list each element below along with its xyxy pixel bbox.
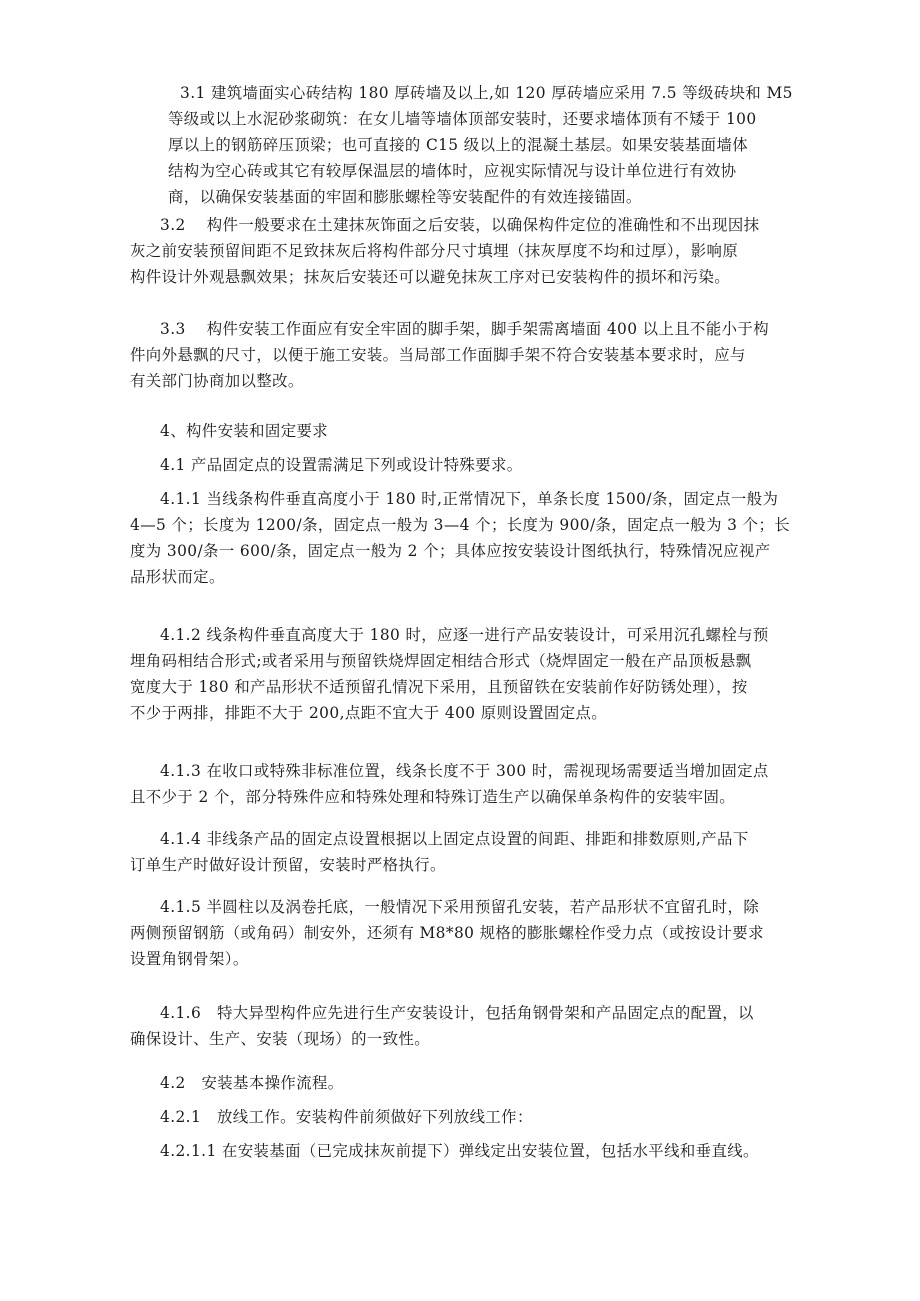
text-line: 厚以上的钢筋碎压顶梁；也可直接的 C15 级以上的混凝土基层。如果安装基面墙体 (168, 136, 749, 154)
text-line: 4.1.5 半圆柱以及涡卷托底，一般情况下采用预留孔安装，若产品形状不宜留孔时，除 (160, 898, 760, 916)
text-line: 埋角码相结合形式;或者采用与预留铁烧焊固定相结合形式（烧焊固定一般在产品顶板悬飘 (130, 652, 752, 670)
text-line: 4.1.3 在收口或特殊非标准位置，线条长度不于 300 时，需视现场需要适当增加固定点 (160, 762, 769, 780)
text-line: 件向外悬飘的尺寸，以便于施工安装。当局部工作面脚手架不符合安装基本要求时，应与 (130, 346, 746, 364)
text-line: 4—5 个；长度为 1200/条，固定点一般为 3—4 个；长度为 900/条，固定点一般为 3 个；长 (130, 516, 791, 534)
paragraph-4-1-3 (130, 758, 820, 810)
paragraph-4-1 (160, 452, 808, 478)
paragraph-4-2 (160, 1070, 808, 1096)
text-line: 且不少于 2 个，部分特殊件应和特殊处理和特殊订造生产以确保单条构件的安装牢固。 (130, 788, 736, 806)
paragraph-3-2 (130, 212, 820, 290)
text-line: 两侧预留钢筋（或角码）制安外，还须有 M8*80 规格的膨胀螺栓作受力点（或按设计要求 (130, 924, 764, 942)
text-line: 4.1 产品固定点的设置需满足下列或设计特殊要求。 (160, 456, 523, 474)
text-line: 3.1 建筑墙面实心砖结构 180 厚砖墙及以上,如 120 厚砖墙应采用 7.5 等级砖块和 M5 (180, 84, 793, 102)
text-line: 4.2.1.1 在安装基面（已完成抹灰前提下）弹线定出安装位置，包括水平线和垂直线。 (160, 1142, 759, 1160)
paragraph-4-1-5 (130, 894, 820, 972)
paragraph-3-1 (168, 80, 816, 210)
paragraph-4-1-1 (130, 486, 820, 590)
paragraph-4-1-2 (130, 622, 820, 726)
text-line: 4.2 安装基本操作流程。 (160, 1074, 344, 1092)
text-line: 结构为空心砖或其它有较厚保温层的墙体时，应视实际情况与设计单位进行有效协 (168, 162, 737, 180)
text-line: 确保设计、生产、安装（现场）的一致性。 (130, 1030, 431, 1048)
text-line: 宽度大于 180 和产品形状不适预留孔情况下采用，且预留铁在安装前作好防锈处理），按 (130, 678, 748, 696)
text-line: 品形状而定。 (130, 568, 225, 586)
paragraph-4-1-4 (130, 826, 820, 878)
text-line: 设置角钢骨架）。 (130, 950, 249, 968)
text-line: 度为 300/条一 600/条，固定点一般为 2 个；具体应按安装设计图纸执行，特殊情况应视产 (130, 542, 771, 560)
heading-4 (160, 418, 808, 444)
text-line: 3.3 构件安装工作面应有安全牢固的脚手架，脚手架需离墙面 400 以上且不能小于构 (160, 320, 770, 338)
text-line: 4.1.2 线条构件垂直高度大于 180 时，应逐一进行产品安装设计，可采用沉孔螺栓与预 (160, 626, 769, 644)
text-line: 等级或以上水泥砂浆砌筑：在女儿墙等墙体顶部安装时，还要求墙体顶有不矮于 100 (168, 110, 757, 128)
paragraph-4-1-6 (130, 1000, 820, 1052)
text-line: 订单生产时做好设计预留，安装时严格执行。 (130, 856, 446, 874)
text-line: 商，以确保安装基面的牢固和膨胀螺栓等安装配件的有效连接锚固。 (168, 188, 642, 206)
text-line: 3.2 构件一般要求在土建抹灰饰面之后安装，以确保构件定位的准确性和不出现因抹 (160, 216, 760, 234)
text-line: 4.2.1 放线工作。安装构件前须做好下列放线工作： (160, 1108, 533, 1126)
text-line: 4.1.6 特大异型构件应先进行生产安装设计，包括角钢骨架和产品固定点的配置，以 (160, 1004, 754, 1022)
text-line: 4.1.1 当线条构件垂直高度小于 180 时,正常情况下，单条长度 1500/条，固定点一般为 (160, 490, 779, 508)
text-line: 灰之前安装预留间距不足致抹灰后将构件部分尺寸填埋（抹灰厚度不均和过厚），影响原 (130, 242, 739, 260)
text-line: 有关部门协商加以整改。 (130, 372, 304, 390)
text-line: 4.1.4 非线条产品的固定点设置根据以上固定点设置的间距、排距和排数原则,产品下 (160, 830, 749, 848)
section-heading: 4、构件安装和固定要求 (160, 422, 329, 440)
text-line: 构件设计外观悬飘效果；抹灰后安装还可以避免抹灰工序对已安装构件的损坏和污染。 (130, 268, 731, 286)
paragraph-4-2-1-1 (160, 1138, 820, 1164)
text-line: 不少于两排，排距不大于 200,点距不宜大于 400 原则设置固定点。 (130, 704, 608, 722)
paragraph-3-3 (130, 316, 820, 394)
paragraph-4-2-1 (160, 1104, 808, 1130)
